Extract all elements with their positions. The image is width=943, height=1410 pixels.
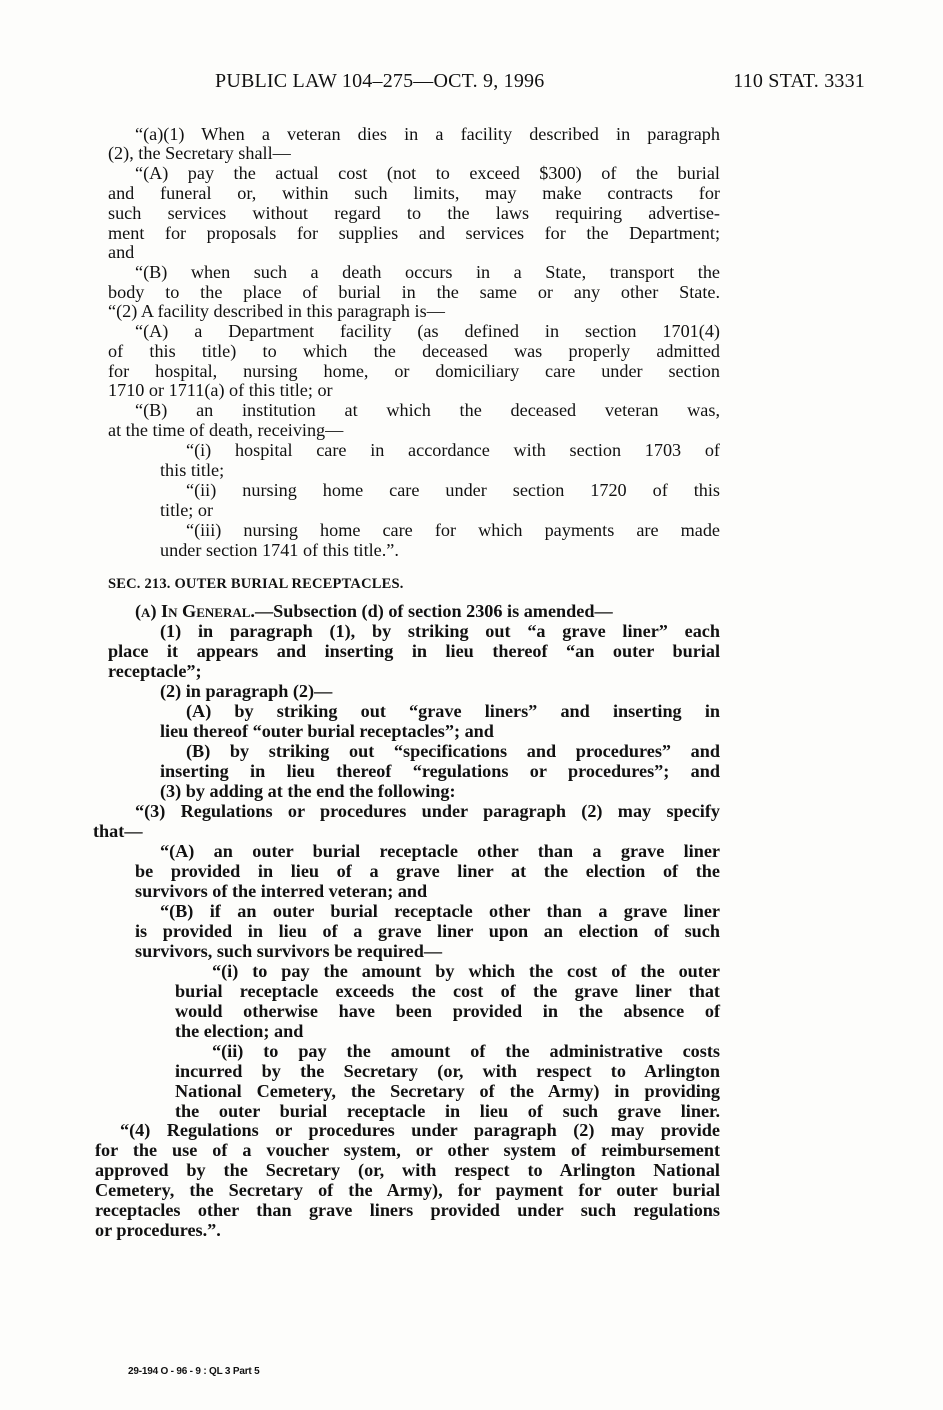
statute-page-number: 110 STAT. 3331 [733, 70, 865, 92]
section-line: Cemetery, the Secretary of the Army), for payment for outer burial [95, 1180, 720, 1200]
subsection-a-text: —Subsection (d) of section 2306 is amended— [254, 601, 613, 621]
section-line: the outer burial receptacle in lieu of such grave liner. [175, 1101, 720, 1121]
section-line: (2) in paragraph (2)— [160, 681, 333, 701]
body-line: “(ii) nursing home care under section 1720 of this [186, 480, 720, 500]
section-line: that— [93, 821, 143, 841]
section-line: is provided in lieu of a grave liner upon an election of such [135, 921, 720, 941]
section-line: “(i) to pay the amount by which the cost of the outer [212, 961, 720, 981]
body-line: 1710 or 1711(a) of this title; or [108, 380, 333, 400]
section-line: (1) in paragraph (1), by striking out “a grave liner” each [160, 621, 720, 641]
section-line: (A) by striking out “grave liners” and inserting in [186, 701, 720, 721]
section-line: “(4) Regulations or procedures under paragraph (2) may provide [120, 1120, 720, 1140]
running-header [215, 70, 865, 98]
body-line: under section 1741 of this title.”. [160, 540, 399, 560]
section-line: burial receptacle exceeds the cost of the grave liner that [175, 981, 720, 1001]
section-line: approved by the Secretary (or, with respect to Arlington National [95, 1160, 720, 1180]
section-line: for the use of a voucher system, or other system of reimbursement [95, 1140, 720, 1160]
body-line: and [108, 242, 135, 262]
section-line: incurred by the Secretary (or, with respect to Arlington [175, 1061, 720, 1081]
subsection-a-line [135, 601, 613, 621]
subsection-a-label: (a) In General. [135, 601, 255, 621]
section-heading: SEC. 213. OUTER BURIAL RECEPTACLES. [108, 576, 404, 592]
body-line: such services without regard to the laws requiring advertise- [108, 203, 720, 223]
section-line: receptacle”; [108, 661, 202, 681]
section-line: the election; and [175, 1021, 304, 1041]
section-line: inserting in lieu thereof “regulations or procedures”; and [160, 761, 720, 781]
section-line: lieu thereof “outer burial receptacles”; and [160, 721, 494, 741]
section-line: be provided in lieu of a grave liner at the election of the [135, 861, 720, 881]
body-line: at the time of death, receiving— [108, 420, 344, 440]
section-line: place it appears and inserting in lieu thereof “an outer burial [108, 641, 720, 661]
section-line: “(3) Regulations or procedures under paragraph (2) may specify [135, 801, 720, 821]
section-line: National Cemetery, the Secretary of the Army) in providing [175, 1081, 720, 1101]
body-line: title; or [160, 500, 214, 520]
body-line: “(iii) nursing home care for which payments are made [186, 520, 720, 540]
section-line: “(B) if an outer burial receptacle other than a grave liner [160, 901, 720, 921]
body-line: “(i) hospital care in accordance with section 1703 of [186, 440, 720, 460]
section-line: survivors of the interred veteran; and [135, 881, 428, 901]
body-line: “(a)(1) When a veteran dies in a facility described in paragraph [135, 124, 720, 144]
body-line: this title; [160, 460, 225, 480]
section-line: receptacles other than grave liners provided under such regulations [95, 1200, 720, 1220]
section-line: survivors, such survivors be required— [135, 941, 443, 961]
public-law-title: PUBLIC LAW 104–275—OCT. 9, 1996 [215, 70, 545, 92]
body-line: “(A) a Department facility (as defined in section 1701(4) [135, 321, 720, 341]
body-line: “(A) pay the actual cost (not to exceed $300) of the burial [135, 163, 720, 183]
section-line: “(ii) to pay the amount of the administrative costs [212, 1041, 720, 1061]
body-line: “(B) when such a death occurs in a State, transport the [135, 262, 720, 282]
section-line: or procedures.”. [95, 1220, 221, 1240]
section-line: would otherwise have been provided in the absence of [175, 1001, 720, 1021]
body-line: (2), the Secretary shall— [108, 143, 291, 163]
section-line: (3) by adding at the end the following: [160, 781, 456, 801]
section-line: “(A) an outer burial receptacle other than a grave liner [160, 841, 720, 861]
body-line: “(B) an institution at which the deceased veteran was, [135, 400, 720, 420]
body-line: for hospital, nursing home, or domiciliary care under section [108, 361, 720, 381]
body-line: ment for proposals for supplies and services for the Department; [108, 223, 720, 243]
body-line: “(2) A facility described in this paragraph is— [108, 301, 445, 321]
body-line: of this title) to which the deceased was properly admitted [108, 341, 720, 361]
body-line: body to the place of burial in the same or any other State. [108, 282, 720, 302]
print-job-code: 29-194 O - 96 - 9 : QL 3 Part 5 [128, 1366, 260, 1377]
body-line: and funeral or, within such limits, may make contracts for [108, 183, 720, 203]
section-line: (B) by striking out “specifications and procedures” and [186, 741, 720, 761]
